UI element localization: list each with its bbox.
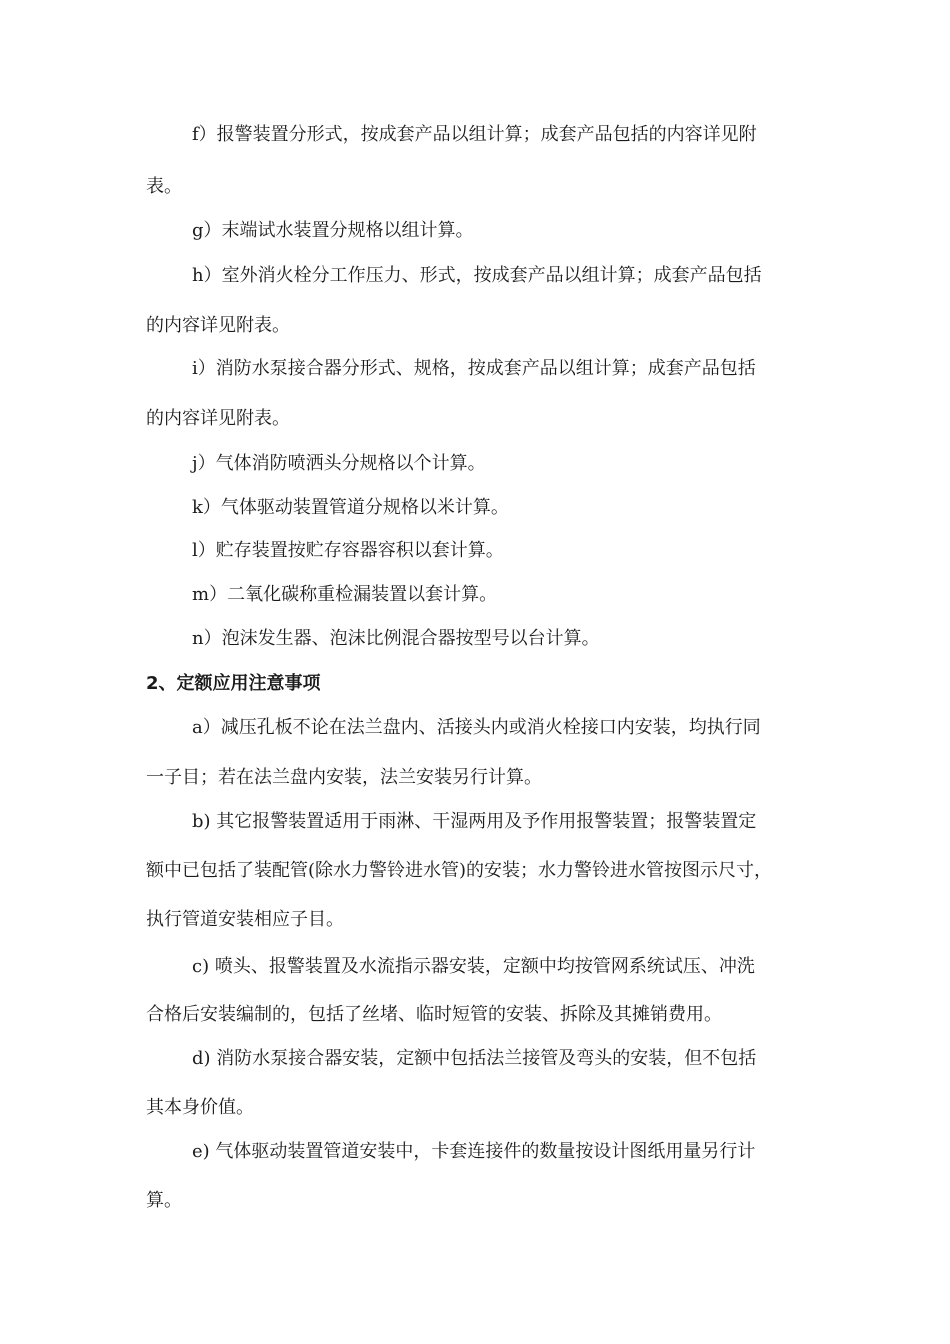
item-b-line2: 额中已包括了装配管(除水力警铃进水管)的安装；水力警铃进水管按图示尺寸，: [146, 860, 773, 881]
item-e-line2: 算。: [146, 1190, 182, 1211]
item-g-line1: g）末端试水装置分规格以组计算。: [192, 220, 474, 241]
item-j-line1: j）气体消防喷洒头分规格以个计算。: [192, 453, 486, 474]
item-e-line1: e) 气体驱动装置管道安装中，卡套连接件的数量按设计图纸用量另行计: [192, 1141, 756, 1162]
item-h-line1: h）室外消火栓分工作压力、形式，按成套产品以组计算；成套产品包括: [192, 265, 762, 286]
item-b-line3: 执行管道安装相应子目。: [146, 909, 344, 930]
item-d-line1: d) 消防水泵接合器安装，定额中包括法兰接管及弯头的安装，但不包括: [192, 1048, 757, 1069]
item-c-line1: c) 喷头、报警装置及水流指示器安装，定额中均按管网系统试压、冲洗: [192, 956, 755, 977]
item-a-line2: 一子目；若在法兰盘内安装，法兰安装另行计算。: [146, 767, 542, 788]
section-heading: 2、定额应用注意事项: [146, 673, 321, 694]
item-l-line1: l）贮存装置按贮存容器容积以套计算。: [192, 540, 504, 561]
item-i-line2: 的内容详见附表。: [146, 408, 290, 429]
item-b-line1: b) 其它报警装置适用于雨淋、干湿两用及予作用报警装置；报警装置定: [192, 811, 757, 832]
item-f-line2: 表。: [146, 176, 182, 197]
item-a-line1: a）减压孔板不论在法兰盘内、活接头内或消火栓接口内安装，均执行同: [192, 717, 761, 738]
item-f-line1: f）报警装置分形式，按成套产品以组计算；成套产品包括的内容详见附: [192, 124, 757, 145]
item-m-line1: m）二氧化碳称重检漏装置以套计算。: [192, 584, 498, 605]
item-d-line2: 其本身价值。: [146, 1097, 254, 1118]
item-k-line1: k）气体驱动装置管道分规格以米计算。: [192, 497, 509, 518]
item-c-line2: 合格后安装编制的，包括了丝堵、临时短管的安装、拆除及其摊销费用。: [146, 1004, 722, 1025]
item-n-line1: n）泡沫发生器、泡沫比例混合器按型号以台计算。: [192, 628, 600, 649]
item-h-line2: 的内容详见附表。: [146, 315, 290, 336]
item-i-line1: i）消防水泵接合器分形式、规格，按成套产品以组计算；成套产品包括: [192, 358, 756, 379]
